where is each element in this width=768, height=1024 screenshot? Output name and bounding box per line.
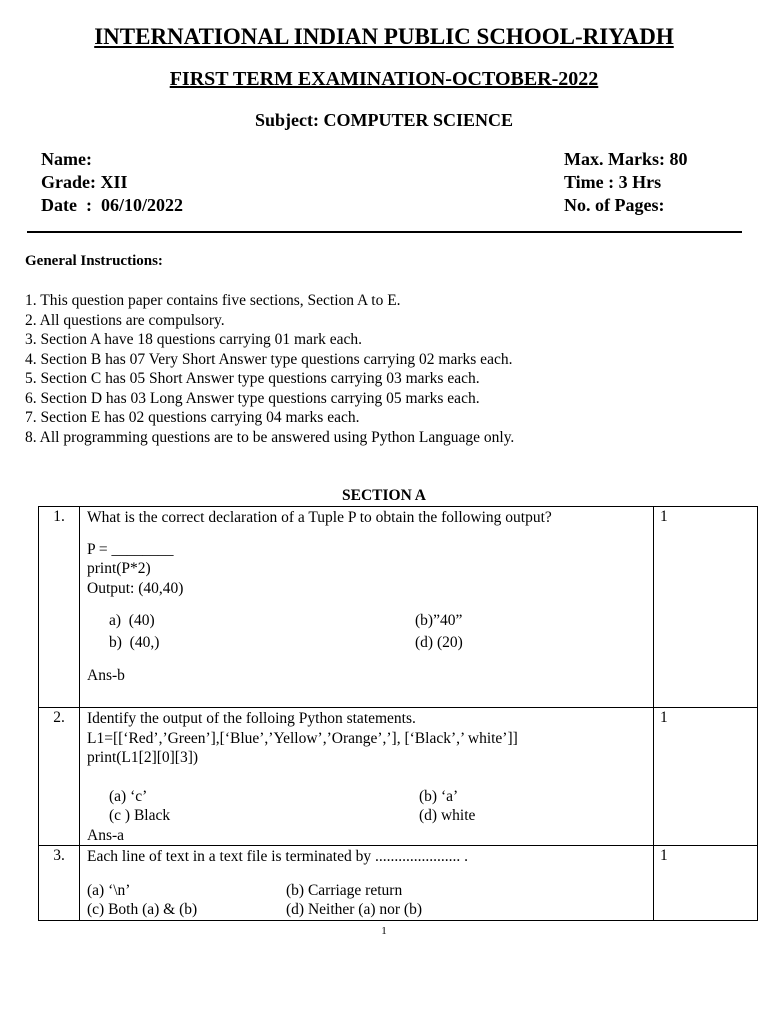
instruction-item: 8. All programming questions are to be answered using Python Language only. [25,428,515,446]
question-text: What is the correct declaration of a Tuple P to obtain the following output? [87,509,552,526]
answer: Ans-b [87,667,125,684]
instruction-item: 3. Section A have 18 questions carrying 01 mark each. [25,331,363,348]
date-label: Date : 06/10/2022 [41,195,183,215]
question-row [39,846,758,921]
instruction-item: 2. All questions are compulsory. [25,311,225,329]
grade-label: Grade: XII [41,172,128,192]
question-number: 3. [39,846,80,921]
code-line: print(L1[2][0][3]) [87,749,199,766]
option-a: a) (40) [109,612,155,629]
option-c: (c) Both (a) & (b) [87,901,198,918]
questions-table [38,506,758,921]
pages-label: No. of Pages: [564,195,665,215]
instruction-item: 7. Section E has 02 questions carrying 04 marks each. [25,409,360,426]
option-a: (a) ‘c’ [109,787,148,805]
student-meta [41,148,183,217]
question-row [39,708,758,846]
instruction-item: 1. This question paper contains five sections, Section A to E. [25,292,401,309]
time-label: Time : 3 Hrs [564,172,662,192]
code-line: P = ________ [87,540,174,558]
option-d: (d) white [419,807,476,824]
question-number: 2. [39,708,80,846]
instructions-heading: General Instructions: [25,253,163,269]
header-divider [27,231,742,233]
question-body [80,507,654,708]
code-line: Output: (40,40) [87,579,184,597]
question-body [80,846,654,921]
option-a: (a) ‘\n’ [87,881,131,899]
option-c: (c ) Black [109,807,171,824]
subject-line: Subject: COMPUTER SCIENCE [254,110,513,130]
option-b: (b) ‘a’ [419,787,459,805]
question-marks: 1 [654,708,758,846]
option-c: b) (40,) [109,634,160,651]
instructions-list [25,291,514,447]
option-d: (d) (20) [415,634,463,651]
page-number: 1 [381,925,387,937]
max-marks-label: Max. Marks: 80 [564,149,688,169]
answer: Ans-a [87,826,125,844]
instruction-item: 6. Section D has 03 Long Answer type questions carrying 05 marks each. [25,389,480,407]
code-line: L1=[[‘Red’,’Green’],[‘Blue’,’Yellow’,’Orange’,’], [‘Black’,’ white’]] [87,729,518,747]
name-label: Name: [41,149,92,169]
option-b: (b) Carriage return [286,881,403,899]
instruction-item: 5. Section C has 05 Short Answer type questions carrying 03 marks each. [25,370,480,387]
question-text: Each line of text in a text file is terminated by ...................... . [87,848,468,865]
section-a-title: SECTION A [342,487,426,504]
question-marks: 1 [654,846,758,921]
code-line: print(P*2) [87,560,151,577]
question-row [39,507,758,708]
school-title: INTERNATIONAL INDIAN PUBLIC SCHOOL-RIYADH [94,24,674,49]
question-body [80,708,654,846]
option-d: (d) Neither (a) nor (b) [286,901,422,918]
exam-meta [564,148,687,217]
question-text: Identify the output of the folloing Python statements. [87,710,416,727]
exam-title: FIRST TERM EXAMINATION-OCTOBER-2022 [169,68,599,90]
question-number: 1. [39,507,80,708]
instruction-item: 4. Section B has 07 Very Short Answer type questions carrying 02 marks each. [25,350,513,368]
option-b: (b)”40” [415,612,463,629]
question-marks: 1 [654,507,758,708]
